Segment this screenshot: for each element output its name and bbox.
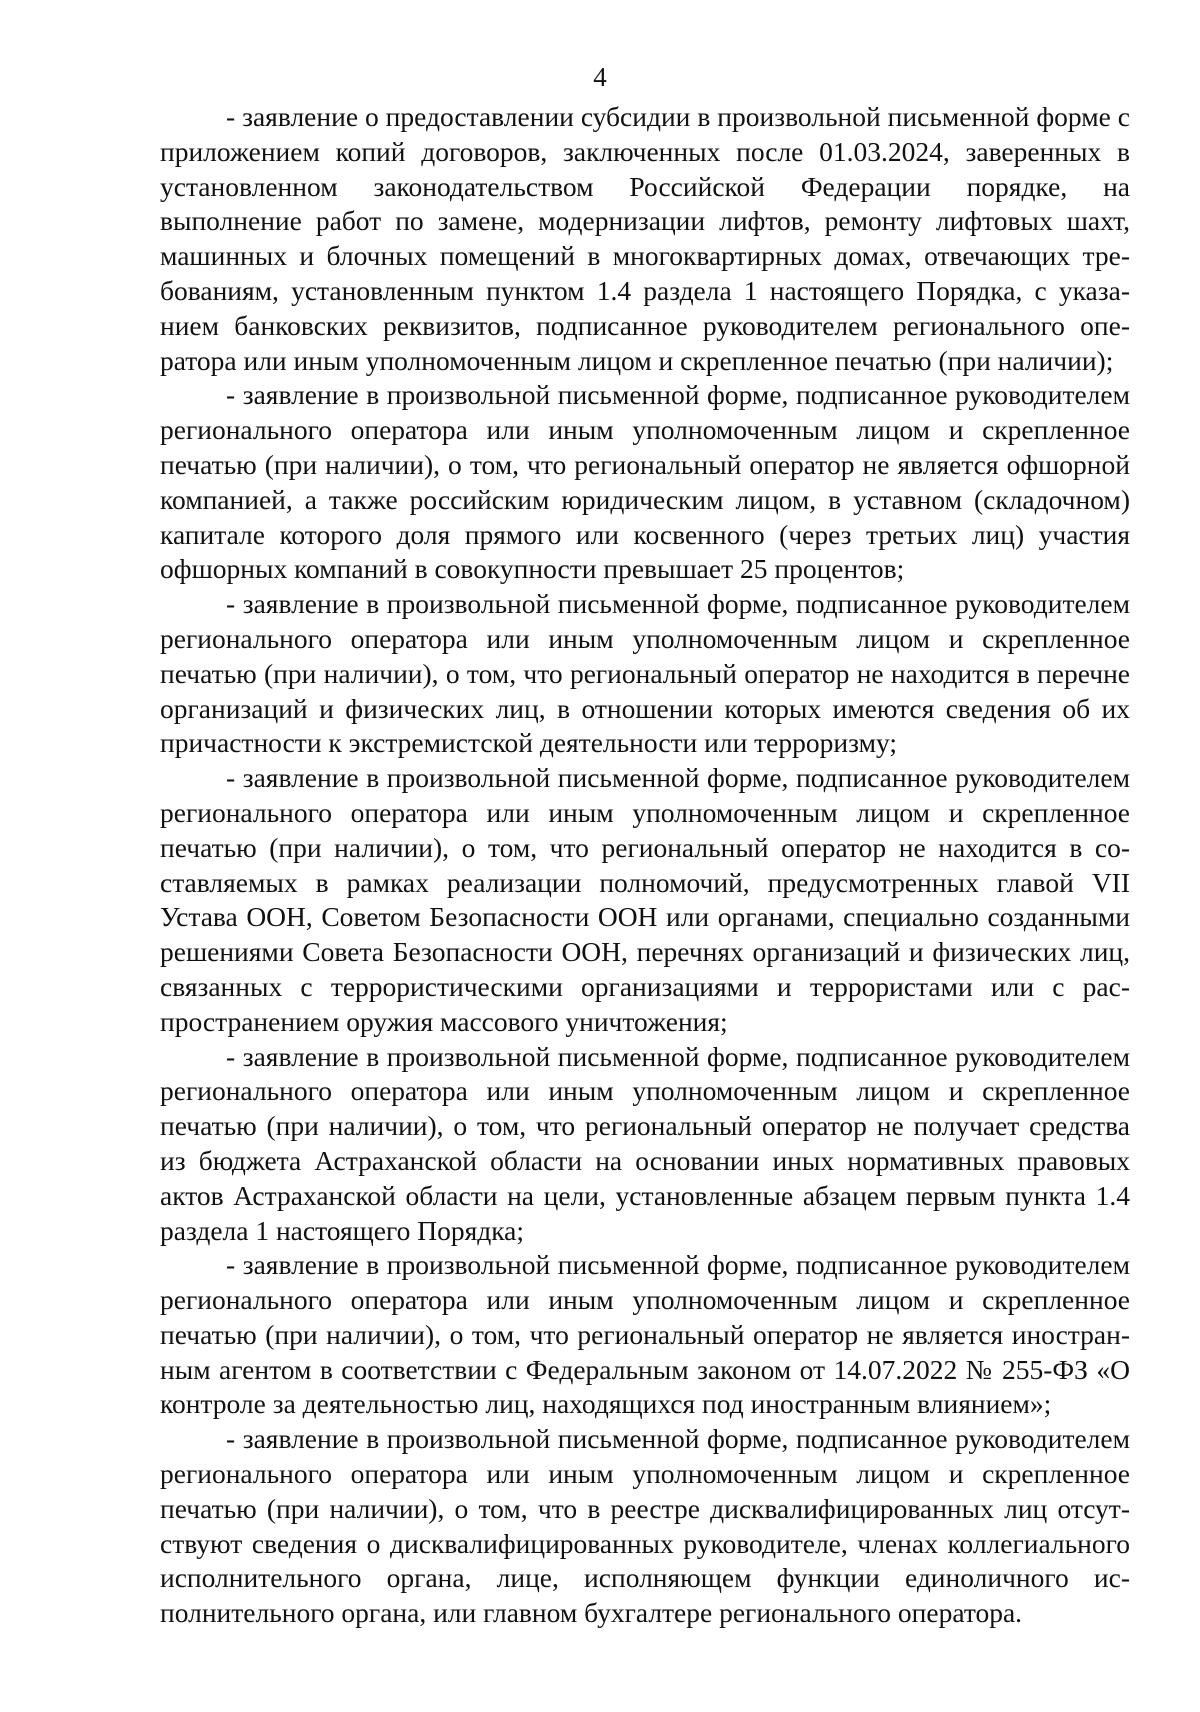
paragraph-extremism-statement: - заявление в произвольной письменной форме, подписанное руководителем регионального оператора или иным уполномоченным лицом и скрепленное печатью (при наличии), о том, что региональный оператор не находится в перечне организаций и физических лиц, в отношении которых имеются сведения об их причастности к экстремистской деятельности или терроризму; xyxy=(160,588,1130,759)
paragraph-disqualified-persons-statement: - заявление в произвольной письменной форме, подписанное руководителем регионального оператора или иным уполномоченным лицом и скрепленное печатью (при наличии), о том, что в реестре дисквалифицированных лиц отсутствуют сведения о дисквалифицированных руководителе, членах коллегиального исполнительного органа, лице, исполняющем функции единоличного исполнительного органа, или главном бухгалтере регионального оператора. xyxy=(160,1423,1130,1629)
paragraph-foreign-agent-statement: - заявление в произвольной письменной форме, подписанное руководителем регионального оператора или иным уполномоченным лицом и скрепленное печатью (при наличии), о том, что региональный оператор не является иностранным агентом в соответствии с Федеральным законом от 14.07.2022 № 255-ФЗ «О контроле за деятельностью лиц, находящихся под иностранным влиянием»; xyxy=(160,1249,1130,1420)
paragraph-subsidy-application: - заявление о предоставлении субсидии в произвольной письменной форме с приложением копий договоров, заключенных после 01.03.2024, заверенных в установленном законодательством Российской Федерации порядке, на выполнение работ по замене, модернизации лифтов, ремонту лифтовых шахт, машинных и блочных помещений в многоквартирных домах, отвечающих требованиям, установленным пунктом 1.4 раздела 1 настоящего Порядка, с указанием банковских реквизитов, подписанное руководителем регионального оператора или иным уполномоченным лицом и скрепленное печатью (при наличии); xyxy=(160,101,1130,376)
paragraph-budget-funds-statement: - заявление в произвольной письменной форме, подписанное руководителем регионального оператора или иным уполномоченным лицом и скрепленное печатью (при наличии), о том, что региональный оператор не получает средства из бюджета Астраханской области на основании иных нормативных правовых актов Астраханской области на цели, установленные абзацем первым пункта 1.4 раздела 1 настоящего Порядка; xyxy=(160,1040,1130,1246)
document-body xyxy=(160,100,1130,1631)
paragraph-un-lists-statement: - заявление в произвольной письменной форме, подписанное руководителем регионального оператора или иным уполномоченным лицом и скрепленное печатью (при наличии), о том, что региональный оператор не находится в составляемых в рамках реализации полномочий, предусмотренных главой VII Устава ООН, Советом Безопасности ООН или органами, специально созданными решениями Совета Безопасности ООН, перечнях организаций и физических лиц, связанных с террористическими организациями и террористами или с распространением оружия массового уничтожения; xyxy=(160,762,1130,1037)
paragraph-offshore-statement: - заявление в произвольной письменной форме, подписанное руководителем регионального оператора или иным уполномоченным лицом и скрепленное печатью (при наличии), о том, что региональный оператор не является офшорной компанией, а также российским юридическим лицом, в уставном (складочном) капитале которого доля прямого или косвенного (через третьих лиц) участия офшорных компаний в совокупности превышает 25 процентов; xyxy=(160,379,1130,585)
page-number: 4 xyxy=(593,62,607,92)
